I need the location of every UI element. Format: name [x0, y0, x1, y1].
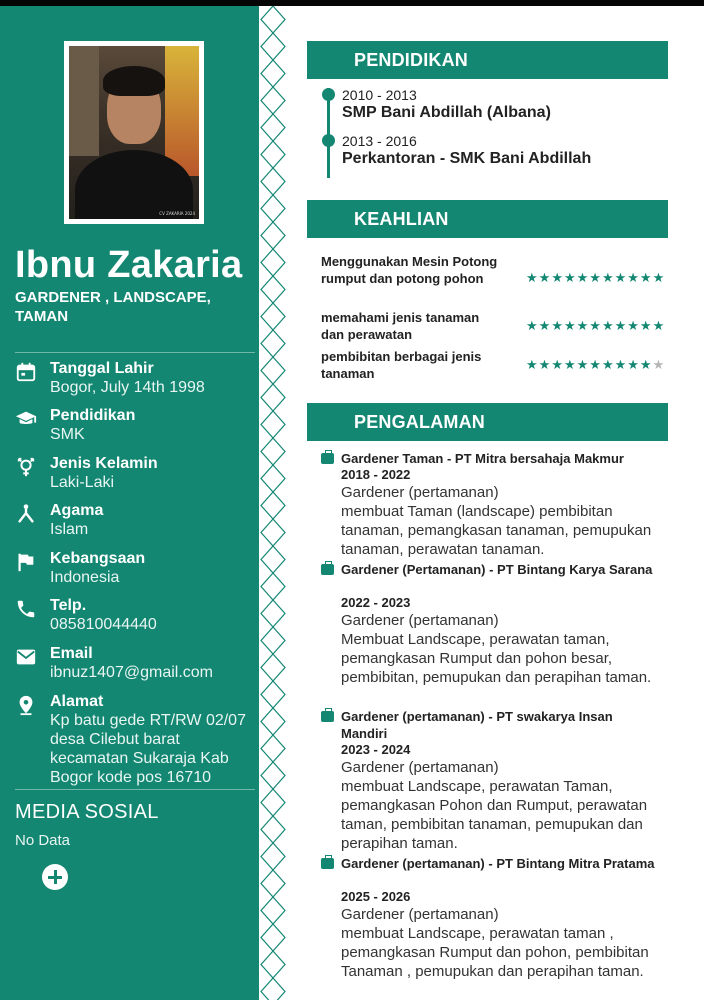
star-filled-icon: ★ — [526, 357, 539, 372]
experience-description: membuat Landscape, perawatan taman , pemangkasan Rumput dan pohon, pembibitan Tanaman , pemupukan dan perapihan taman. — [341, 925, 649, 980]
experience-title: Gardener Taman - PT Mitra bersahaja Makmur — [341, 451, 624, 466]
experience-role: Gardener (pertamanan) — [341, 484, 499, 501]
add-social-button[interactable] — [42, 864, 68, 890]
calendar-icon — [15, 361, 37, 383]
skill-rating — [526, 358, 665, 372]
briefcase-icon — [321, 453, 334, 464]
star-filled-icon: ★ — [627, 357, 640, 372]
profile-photo-frame — [64, 41, 204, 224]
info-label: Jenis Kelamin — [50, 455, 158, 472]
star-filled-icon: ★ — [652, 270, 666, 285]
info-label: Kebangsaan — [50, 550, 146, 567]
briefcase-icon — [321, 564, 334, 575]
experience-role: Gardener (pertamanan) — [341, 906, 499, 923]
briefcase-icon — [321, 858, 334, 869]
experience-period: 2023 - 2024 — [341, 742, 411, 757]
timeline-line — [327, 88, 330, 178]
timeline-dot — [322, 134, 335, 147]
experience-description: membuat Taman (landscape) pembibitan tanaman, pemangkasan tanaman, pemupukan tanaman, perawatan tanaman. — [341, 503, 652, 558]
religion-icon — [15, 503, 37, 525]
education-years: 2013 - 2016 — [342, 133, 417, 149]
divider — [15, 789, 255, 790]
experience-title: Gardener (Pertamanan) - PT Bintang Karya Sarana — [341, 562, 653, 577]
info-label: Agama — [50, 502, 104, 519]
star-filled-icon: ★ — [589, 318, 602, 333]
profile-name: Ibnu Zakaria — [15, 244, 243, 286]
section-header-pendidikan: PENDIDIKAN — [307, 41, 668, 79]
phone-icon — [15, 598, 37, 620]
star-filled-icon: ★ — [538, 318, 552, 333]
star-filled-icon: ★ — [601, 318, 615, 333]
star-filled-icon: ★ — [576, 357, 590, 372]
info-value: Islam — [50, 521, 89, 538]
section-header-keahlian: KEAHLIAN — [307, 200, 668, 238]
media-social-empty: No Data — [15, 832, 71, 849]
gender-icon — [15, 456, 37, 478]
star-filled-icon: ★ — [538, 270, 552, 285]
experience-title: Gardener (pertamanan) - PT swakarya Insan Mandiri — [341, 709, 613, 741]
experience-period: 2018 - 2022 — [341, 467, 411, 482]
star-filled-icon: ★ — [551, 357, 564, 372]
timeline-dot — [322, 88, 335, 101]
location-pin-icon — [15, 694, 37, 716]
info-label: Email — [50, 645, 93, 662]
star-filled-icon: ★ — [576, 318, 590, 333]
star-filled-icon: ★ — [601, 357, 615, 372]
mail-icon — [15, 646, 37, 668]
briefcase-icon — [321, 711, 334, 722]
star-filled-icon: ★ — [614, 270, 628, 285]
info-label: Tanggal Lahir — [50, 360, 154, 377]
education-school: SMP Bani Abdillah (Albana) — [342, 104, 551, 121]
info-label: Telp. — [50, 597, 87, 614]
star-filled-icon: ★ — [538, 357, 552, 372]
diamond-separator — [259, 6, 287, 1000]
star-filled-icon: ★ — [526, 270, 539, 285]
info-value: Indonesia — [50, 569, 120, 586]
star-filled-icon: ★ — [589, 270, 602, 285]
divider — [15, 352, 255, 353]
experience-description: Membuat Landscape, perawatan taman, pemangkasan Rumput dan pohon besar, pembibitan, pemupukan dan perapihan taman. — [341, 631, 652, 686]
star-filled-icon: ★ — [639, 357, 653, 372]
star-filled-icon: ★ — [652, 318, 666, 333]
skill-name: pembibitan berbagai jenis tanaman — [321, 349, 482, 381]
star-filled-icon: ★ — [614, 357, 628, 372]
graduation-cap-icon — [15, 408, 37, 430]
experience-role: Gardener (pertamanan) — [341, 612, 499, 629]
skill-rating — [526, 319, 665, 333]
star-filled-icon: ★ — [639, 270, 653, 285]
media-social-title: MEDIA SOSIAL — [15, 801, 159, 823]
star-filled-icon: ★ — [627, 318, 640, 333]
star-filled-icon: ★ — [601, 270, 615, 285]
education-school: Perkantoran - SMK Bani Abdillah — [342, 150, 592, 167]
experience-period: 2025 - 2026 — [341, 889, 411, 904]
star-filled-icon: ★ — [551, 318, 564, 333]
job-title: GARDENER , LANDSCAPE, TAMAN — [15, 289, 211, 325]
star-filled-icon: ★ — [563, 270, 577, 285]
skill-rating — [526, 271, 665, 285]
star-filled-icon: ★ — [563, 318, 577, 333]
experience-period: 2022 - 2023 — [341, 595, 411, 610]
info-value: Kp batu gede RT/RW 02/07 desa Cilebut barat kecamatan Sukaraja Kab Bogor kode pos 16710 — [50, 712, 246, 786]
experience-role: Gardener (pertamanan) — [341, 759, 499, 776]
flag-icon — [15, 551, 37, 573]
star-filled-icon: ★ — [526, 318, 539, 333]
info-value: SMK — [50, 426, 85, 443]
star-filled-icon: ★ — [551, 270, 564, 285]
skill-name: memahami jenis tanaman dan perawatan — [321, 310, 480, 342]
star-filled-icon: ★ — [627, 270, 640, 285]
education-years: 2010 - 2013 — [342, 87, 417, 103]
info-value: 085810044440 — [50, 616, 157, 633]
star-filled-icon: ★ — [614, 318, 628, 333]
section-header-pengalaman: PENGALAMAN — [307, 403, 668, 441]
info-value: ibnuz1407@gmail.com — [50, 664, 213, 681]
profile-photo — [69, 46, 199, 219]
skill-name: Menggunakan Mesin Potong rumput dan potong pohon — [321, 254, 498, 286]
sidebar — [0, 6, 259, 1000]
photo-stamp: CV ZAKARIA 2024 — [159, 211, 195, 216]
info-label: Pendidikan — [50, 407, 136, 424]
info-label: Alamat — [50, 693, 104, 710]
info-value: Bogor, July 14th 1998 — [50, 379, 205, 396]
star-empty-icon: ★ — [652, 357, 666, 372]
star-filled-icon: ★ — [639, 318, 653, 333]
star-filled-icon: ★ — [589, 357, 602, 372]
star-filled-icon: ★ — [576, 270, 590, 285]
star-filled-icon: ★ — [563, 357, 577, 372]
info-value: Laki-Laki — [50, 474, 115, 491]
experience-title: Gardener (pertamanan) - PT Bintang Mitra Pratama — [341, 856, 655, 871]
experience-description: membuat Landscape, perawatan Taman, pemangkasan Pohon dan Rumput, perawatan taman, pembibitan tanaman, pemupukan dan perapihan taman. — [341, 778, 648, 852]
